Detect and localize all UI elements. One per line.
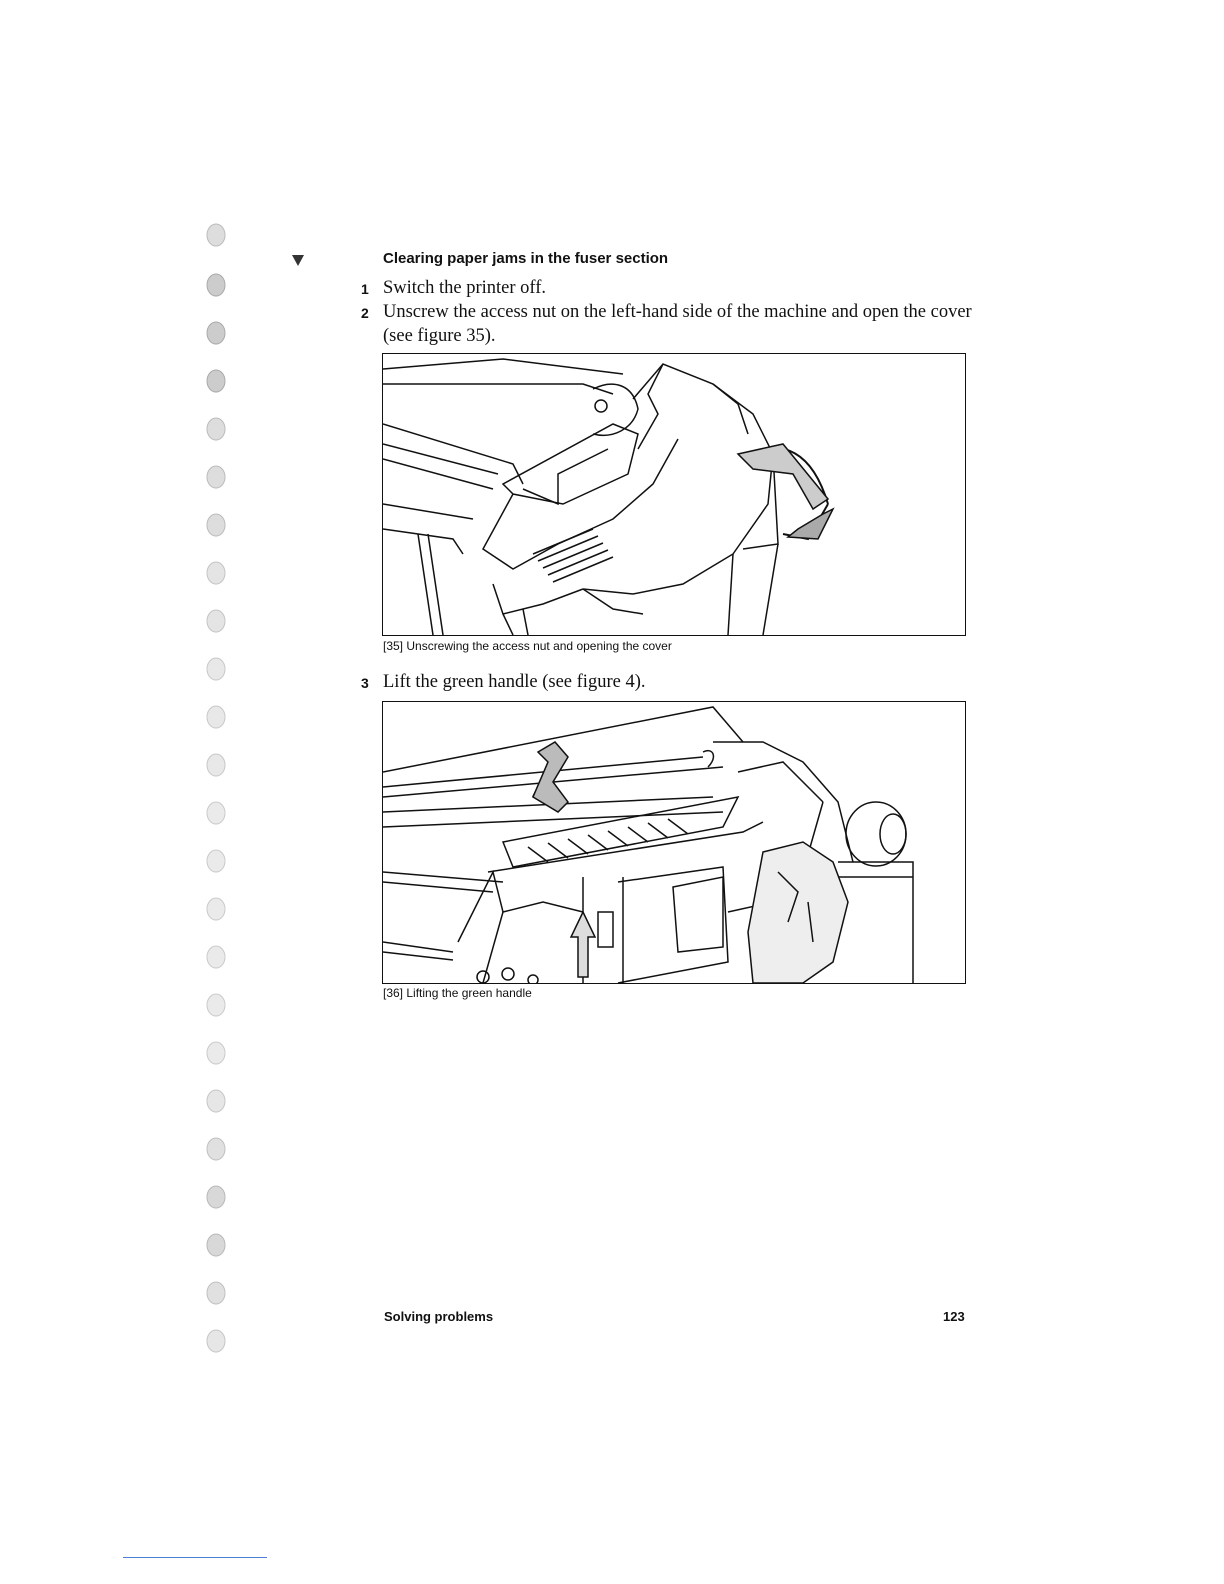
step-number: 2 bbox=[361, 305, 369, 321]
punch-hole-icon bbox=[203, 1134, 229, 1164]
punch-hole-icon bbox=[203, 1086, 229, 1116]
punch-hole-icon bbox=[203, 654, 229, 684]
punch-hole-icon bbox=[203, 1326, 229, 1356]
punch-hole-icon bbox=[203, 220, 229, 250]
punch-hole-icon bbox=[203, 510, 229, 540]
punch-hole-icon bbox=[203, 846, 229, 876]
punch-hole-icon bbox=[203, 702, 229, 732]
punch-hole-icon bbox=[203, 462, 229, 492]
punch-hole-icon bbox=[203, 414, 229, 444]
punch-hole-icon bbox=[203, 942, 229, 972]
step-text: Lift the green handle (see figure 4). bbox=[383, 672, 646, 692]
figure-35-caption: [35] Unscrewing the access nut and opening the cover bbox=[383, 639, 672, 653]
punch-hole-icon bbox=[203, 366, 229, 396]
bottom-rule bbox=[123, 1557, 267, 1558]
punch-hole-icon bbox=[203, 1182, 229, 1212]
footer-section-title: Solving problems bbox=[384, 1309, 494, 1324]
punch-hole-icon bbox=[203, 1038, 229, 1068]
step-text: Switch the printer off. bbox=[383, 278, 547, 298]
figure-35-illustration bbox=[382, 353, 966, 636]
punch-hole-icon bbox=[203, 318, 229, 348]
punch-hole-icon bbox=[203, 558, 229, 588]
step-number: 1 bbox=[361, 281, 369, 297]
punch-hole-icon bbox=[203, 990, 229, 1020]
punch-hole-icon bbox=[203, 750, 229, 780]
punch-hole-icon bbox=[203, 798, 229, 828]
step-number: 3 bbox=[361, 675, 369, 691]
figure-36-illustration bbox=[382, 701, 966, 984]
punch-hole-icon bbox=[203, 1278, 229, 1308]
step-text: Unscrew the access nut on the left-hand side of the machine and open the cover (see figure 35). bbox=[383, 302, 972, 346]
page-number: 123 bbox=[943, 1309, 965, 1324]
punch-hole-icon bbox=[203, 1230, 229, 1260]
punch-hole-icon bbox=[203, 894, 229, 924]
section-heading: Clearing paper jams in the fuser section bbox=[383, 250, 669, 267]
punch-hole-icon bbox=[203, 270, 229, 300]
punch-hole-icon bbox=[203, 606, 229, 636]
figure-36-caption: [36] Lifting the green handle bbox=[383, 986, 532, 1000]
down-triangle-icon bbox=[291, 253, 305, 267]
